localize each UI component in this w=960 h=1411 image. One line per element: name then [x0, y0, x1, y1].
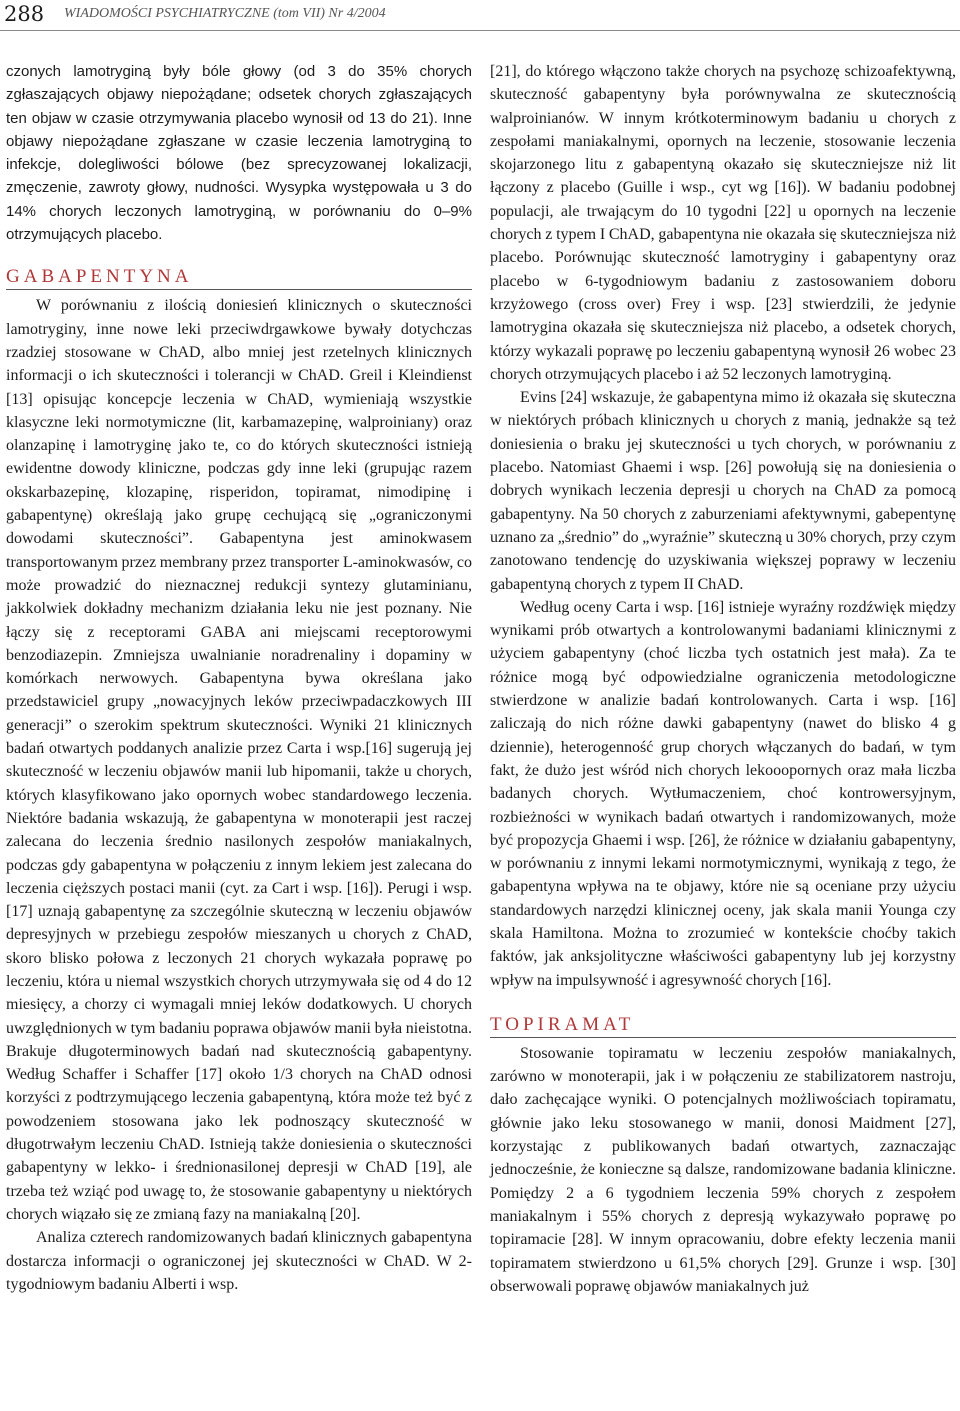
paragraph-gabapentyna-intro: W porównaniu z ilością doniesień klinicznych o skuteczności lamotryginy, inne nowe leki przeciwdrgawkowe bywały dotychczas rzadziej stosowane w ChAD, albo mniej jest rzetelnych klinicznych informacji o ich skuteczności i tolerancji w ChAD. Greil i Kleindienst [13] opisując koncepcje leczenia w ChAD, wymieniają wszystkie klasyczne leki normotymiczne (lit, karbamazepinę, walproiniany) oraz olanzapinę i lamotryginę jako te, co do których skuteczności istnieją ewidentne dowody kliniczne, podczas gdy inne leki (grupując razem okskarbazepinę, klozapinę, risperidon, topiramat, nimodipinę i gabapentynę) określają jako grupę cechującą się „ograniczonymi dowodami skuteczności”. Gabapentyna jest aminokwasem transportowanym przez membrany przez transporter L-aminokwasów, co może prowadzić do nieznacznej redukcji syntezy glutaminianu, jakkolwiek dokładny mechanizm działania leku nie jest poznany. Nie łączy się z receptorami GABA ani miejscami receptorowymi benzodiazepin. Zmniejsza uwalnianie noradrenaliny i dopaminy w komórkach nerwowych. Gabapentyna bywa określana jako przedstawiciel grupy „nowacyjnych leków przeciwpadaczkowych III generacji” o szerokim spektrum skuteczności. Wyniki 21 klinicznych badań otwartych poddanych analizie przez Carta i wsp.[16] sugerują jej skuteczność w leczeniu objawów manii lub hipomanii, także u chorych, których klasyfikowano jako opornych wobec standardowego leczenia. Niektóre badania wskazują, że gabapentyna w monoterapii jest raczej zalecana do leczenia średnio nasilonych zespołów maniakalnych, podczas gdy gabapentyna w połączeniu z innym lekiem jest zalecana do leczenia cięższych postaci manii (cyt. za Cart i wsp. [16]). Perugi i wsp. [17] uznają gabapentynę za szczególnie skuteczną w leczeniu objawów depresyjnych w przebiegu zespołów mieszanych u chorych z ChAD, skoro blisko połowa z leczonych 21 chorych wykazała poprawę po leczeniu, która u niemal wszystkich chorych utrzymywała się od 4 do 12 miesięcy, a chorzy ci wymagali mniej leków dodatkowych. U chorych uwzględnionych w tym badaniu poprawa objawów manii była nieistotna. Brakuje długoterminowych badań nad skutecznością gabapentyny. Według Schaffer i Schaffer [17] około 1/3 chorych na ChAD odnosi korzyści z podtrzymującego leczenia gabapentyną, która może też być z powodzeniem stosowana jako lek podnoszący skuteczność w długotrwałym leczeniu ChAD. Istnieją także doniesienia o skuteczności gabapentyny w lekko- i średnionasilonej depresji w ChAD [19], ale trzeba też wziąć pod uwagę to, że stosowanie gabapentyny u niektórych chorych wiązało się ze zmianą fazy na maniakalną [20]. [6, 297, 472, 1223]
paragraph-gabapentyna-analysis: Analiza czterech randomizowanych badań klinicznych gabapentyna dostarcza informacji o ograniczonej jej skuteczności w ChAD. W 2-tygodniowym badaniu Alberti i wsp. [6, 1229, 472, 1293]
paragraph-topiramat: Stosowanie topiramatu w leczeniu zespołów maniakalnych, zarówno w monoterapii, jak i w połączeniu ze stabilizatorem nastroju, dało zachęcające wyniki. O potencjalnych możliwościach topiramatu, głównie jako leku stosowanego w manii, donosi Maidment [27], korzystając z publikowanych badań otwartych, zaznaczając jednocześnie, że konieczne są dalsze, randomizowane badania kliniczne. Pomiędzy 2 a 6 tygodniem leczenia 59% chorych z zespołem maniakalnym i 55% chorych z depresją wykazywało poprawę po topiramacie [28]. W innym opracowaniu, dobre efekty leczenia manii topiramatem stwierdzono u 61,5% chorych [29]. Grunze i wsp. [30] obserwowali poprawę objawów maniakalnych już [490, 1044, 956, 1295]
left-column [6, 60, 472, 1296]
paragraph-gabapentyna-studies: [21], do którego włączono także chorych na psychozę schizoafektywną, skuteczność gabapentyny była porównywalna ze skutecznością walproinianów. W innym krótkoterminowym badaniu u chorych z zespołami maniakalnymi, opornych na leczenie, stosowanie leczenia skojarzonego litu z gabapentyną okazało się skuteczniejsze niż lit łączony z placebo (Guille i wsp., cyt wg [16]). W badaniu podobnej populacji, ale trwającym do 10 tygodni [22] u opornych na leczenie chorych z typem I ChAD, gabapentyna nie okazała się skuteczniejsza niż placebo. Porównując skuteczność lamotryginy i gabapentyny oraz placebo w 6-tygodniowym badaniu z zastosowaniem doboru krzyżowego (cross over) Frey i wsp. [23] stwierdzili, że jedynie lamotrygina okazała się skuteczniejsza niż placebo, a odsetek chorych, którzy wykazali poprawę po leczeniu gabapentyną wynosił 26 wobec 23 chorych otrzymujących placebo i aż 52 leczonych lamotryginą. [490, 63, 956, 383]
paragraph-lamotrigine-side-effects: czonych lamotryginą były bóle głowy (od 3 do 35% chorych zgłaszających objawy niepożądane; odsetek chorych zgłaszających ten objaw w czasie otrzymywania placebo wynosił od 13 do 21). Inne objawy niepożądane zgłaszane w czasie leczenia lamotryginą to infekcje, dolegliwości bólowe (bez sprecyzowanej lokalizacji, zmęczenie, zawroty głowy, nudności. Wysypka występowała u 3 do 14% chorych leczonych lamotryginą, w porównaniu do 0–9% otrzymujących placebo. [6, 63, 472, 244]
header-rule [0, 30, 960, 31]
paragraph-evins: Evins [24] wskazuje, że gabapentyna mimo iż okazała się skuteczna w niektórych próbach klinicznych u chorych z manią, jednakże są też doniesienia o braku jej skuteczności u tych chorych, w porównaniu z placebo. Natomiast Ghaemi i wsp. [26] powołują się na doniesienia o dobrych wynikach leczenia depresji u chorych na ChAD za pomocą gabapentyny. Na 50 chorych z zaburzeniami afektywnymi, gabepentynę uznano za „średnio” do „wyraźnie” skuteczną u 30% chorych, przy czym zanotowano tendencję do uzyskiwania większej poprawy w leczeniu gabapentyną chorych z typem II ChAD. [490, 389, 956, 593]
page-number: 288 [4, 2, 45, 26]
section-heading-gabapentyna: GABAPENTYNA [6, 266, 472, 290]
running-head: WIADOMOŚCI PSYCHIATRYCZNE (tom VII) Nr 4/2004 [64, 6, 386, 21]
page-header [0, 0, 960, 32]
section-heading-topiramat: TOPIRAMAT [490, 1014, 956, 1038]
paragraph-carta: Według oceny Carta i wsp. [16] istnieje wyraźny rozdźwięk między wynikami prób otwartych a kontrolowanymi badaniami klinicznymi z użyciem gabapentyny (choć liczba tych ostatnich jest mała). Za te różnice mogą być odpowiedzialne ograniczenia metodologiczne stwierdzone w analizie badań kontrolowanych. Carta i wsp. [16] zaliczają do nich różne dawki gabapentyny (nawet do blisko 4 g dziennie), heterogenność grup chorych włączanych do badań, w tym fakt, że dużo jest wśród nich chorych lekooopornych oraz mała liczba badanych chorych. Wytłumaczeniem, choć kontrowersyjnym, rozbieżności w wynikach badań otwartych i randomizowanych, może być propozycja Ghaemi i wsp. [26], że różnice w działaniu gabapentyny, w porównaniu z innymi lekami normotymicznymi, wynikają z tego, że gabapentyna wpływa na te objawy, które nie są oceniane przy użyciu standardowych narzędzi klinicznej oceny, jak skala manii Younga czy skala Hamiltona. Można to zrozumieć w kontekście choćby takich faktów, jak anksjolityczne właściwości gabapentyny lub jej korzystny wpływ na impulsywność i agresywność chorych [16]. [490, 598, 956, 989]
right-column [490, 60, 956, 1298]
